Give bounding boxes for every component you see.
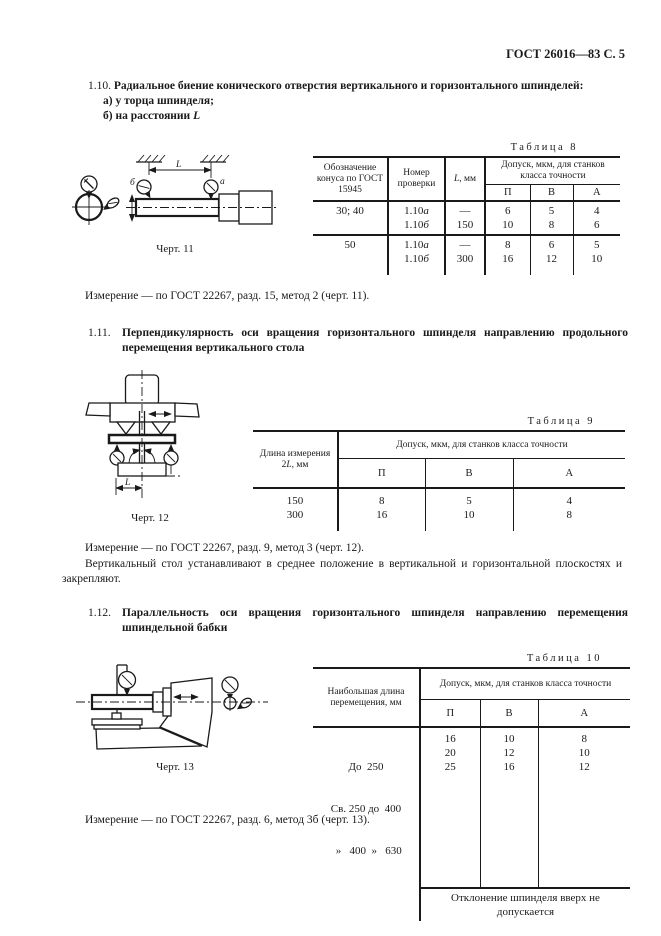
grade-P: П	[338, 459, 425, 489]
section-1-12-title: Параллельность оси вращения горизонтального шпинделя направлению перемещения шпиндельной бабки	[122, 607, 628, 635]
cell-length: — 150	[445, 201, 485, 235]
mount-hatch-right	[200, 155, 229, 162]
table10-header-length: Наибольшая длина перемещения, мм	[313, 668, 420, 727]
measure-text: Измерение — по ГОСТ 22267, разд. 6, метод 3б (черт. 13).	[85, 814, 370, 826]
check-base: 1.10	[404, 219, 424, 231]
grade-V: В	[530, 185, 573, 202]
figure-13-drawing	[60, 657, 295, 757]
table8-header-cone: Обозначение конуса по ГОСТ 15945	[313, 157, 388, 201]
cell-P: 16 20 25	[420, 727, 480, 888]
measure-text: Измерение — по ГОСТ 22267, разд. 15, метод 2 (черт. 11).	[85, 290, 370, 302]
figure-11	[60, 147, 312, 255]
section-1-11-number: 1.11.	[88, 327, 111, 339]
setup-note-text: Вертикальный стол устанавливают в среднее положение в вертикальной и горизонтальной плоскостях и закрепляют.	[62, 557, 622, 586]
table8	[313, 156, 620, 275]
table8-container	[313, 142, 620, 275]
cell-cone: 30; 40	[313, 201, 388, 235]
dial-indicator-left-icon	[110, 444, 124, 465]
cell-empty	[313, 888, 420, 921]
grade-A: А	[538, 700, 630, 728]
section-1-10-number: 1.10.	[88, 80, 111, 92]
measure-note-1-11	[62, 541, 622, 588]
table-section	[86, 403, 199, 434]
length-line1: Длина измерения	[259, 448, 331, 459]
grade-V: В	[425, 459, 513, 489]
page-header: ГОСТ 26016—83 С. 5	[506, 47, 625, 61]
figure-11-caption: Черт. 11	[156, 243, 194, 255]
check-suffix: б	[423, 219, 429, 231]
grade-A: А	[513, 459, 625, 489]
section-1-12-number: 1.12.	[88, 607, 111, 619]
table10-header-tolerance: Допуск, мкм, для станков класса точности	[420, 668, 630, 700]
cell-V: 5 8	[530, 201, 573, 235]
cell-A: 8 10 12	[578, 733, 590, 773]
figure-13-caption: Черт. 13	[156, 761, 194, 773]
check-suffix: а	[423, 239, 429, 251]
section-1-10-title: Радиальное биение конического отверстия вертикального и горизонтального шпинделей:	[113, 80, 584, 92]
cell-P: 6 10	[485, 201, 530, 235]
table10-label: Таблица 10	[526, 653, 602, 664]
figure-13	[60, 657, 295, 773]
table9-header-length	[253, 431, 338, 488]
table8-header-length	[445, 157, 485, 201]
rotation-arrow-left	[129, 450, 140, 463]
figure-12	[70, 368, 238, 524]
table10-body	[313, 727, 630, 888]
cell-cone: 50	[313, 235, 388, 275]
table9-label: Таблица 9	[527, 416, 595, 427]
measure-note-1-12	[62, 813, 620, 829]
length-symbol: L	[453, 173, 460, 184]
check-suffix: б	[423, 253, 429, 265]
cell-A: 4 6	[594, 205, 600, 231]
table8-row-1	[313, 201, 620, 235]
table8-header-check: Номер проверки	[388, 157, 445, 201]
section-1-10-item-b	[103, 109, 625, 124]
cell-check	[388, 201, 445, 235]
angled-indicator-icon	[101, 196, 121, 213]
section-1-11-title: Перпендикулярность оси вращения горизонтального шпинделя направлению продольного перемещения вертикального стола	[122, 327, 628, 355]
grade-A: А	[573, 185, 620, 202]
end-view	[222, 677, 253, 713]
label-b: б	[130, 178, 135, 188]
section-1-12	[88, 606, 628, 636]
cell-V: 10 12 16	[480, 727, 538, 888]
mount-hatch-left	[136, 155, 165, 162]
table9-body	[253, 488, 625, 531]
check-suffix: а	[423, 205, 429, 217]
table8-header-tolerance: Допуск, мкм, для станков класса точности	[485, 157, 620, 185]
grade-P: П	[420, 700, 480, 728]
cell-P: 8 16	[485, 235, 530, 275]
table8-row-2	[313, 235, 620, 275]
cell-length: — 300	[445, 235, 485, 275]
figure-11-drawing	[60, 147, 312, 239]
angled-indicator-icon	[235, 696, 254, 712]
cell-V: 5 10	[425, 488, 513, 531]
check-base: 1.10	[404, 205, 424, 217]
base-plate	[92, 719, 142, 725]
dial-indicator-right-icon	[164, 444, 178, 465]
item-b-symbol: L	[193, 110, 201, 123]
table9-container	[253, 416, 625, 531]
check-base: 1.10	[404, 253, 424, 265]
table10	[313, 667, 630, 921]
spindle-side-view	[126, 155, 278, 224]
length-unit: , мм	[459, 173, 477, 184]
section-1-10	[88, 79, 625, 125]
cell-A: 4 8	[566, 495, 572, 521]
length-line2: 2L, мм	[281, 459, 309, 470]
figure-12-caption: Черт. 12	[131, 512, 169, 524]
table10-container	[313, 653, 630, 921]
cell-length: 150 300	[253, 488, 338, 531]
measure-text: Измерение — по ГОСТ 22267, разд. 9, метод 3 (черт. 12).	[85, 542, 364, 554]
cell-check	[388, 235, 445, 275]
rotation-arrow-right	[144, 450, 155, 463]
grade-V: В	[480, 700, 538, 728]
dimension-L-label: L	[125, 478, 131, 488]
table9-header-tolerance: Допуск, мкм, для станков класса точности	[338, 431, 625, 459]
section-1-10-item-a: а) у торца шпинделя;	[103, 95, 214, 108]
cell-A: 5 10	[573, 235, 620, 275]
grade-P: П	[485, 185, 530, 202]
item-b-text: б) на расстоянии	[103, 110, 191, 123]
table10-note-row	[313, 888, 630, 921]
table8-label: Таблица 8	[510, 142, 578, 153]
cell-length: До 250 Св. 250 до 400 » 400 » 630	[313, 727, 420, 888]
cell-P: 8 16	[338, 488, 425, 531]
label-a: а	[220, 177, 225, 187]
dimension-L-label: L	[176, 160, 182, 170]
cell-V: 6 12	[530, 235, 573, 275]
check-base: 1.10	[404, 239, 424, 251]
spindle-end-view	[72, 176, 121, 225]
table10-note: Отклонение шпинделя вверх не допускается	[420, 888, 630, 921]
measure-note-1-10	[62, 289, 620, 305]
section-1-11	[88, 326, 628, 356]
dial-indicator-icon	[119, 672, 136, 697]
dial-indicator-a-icon	[204, 180, 218, 200]
figure-12-drawing	[70, 368, 238, 508]
table9	[253, 430, 625, 531]
